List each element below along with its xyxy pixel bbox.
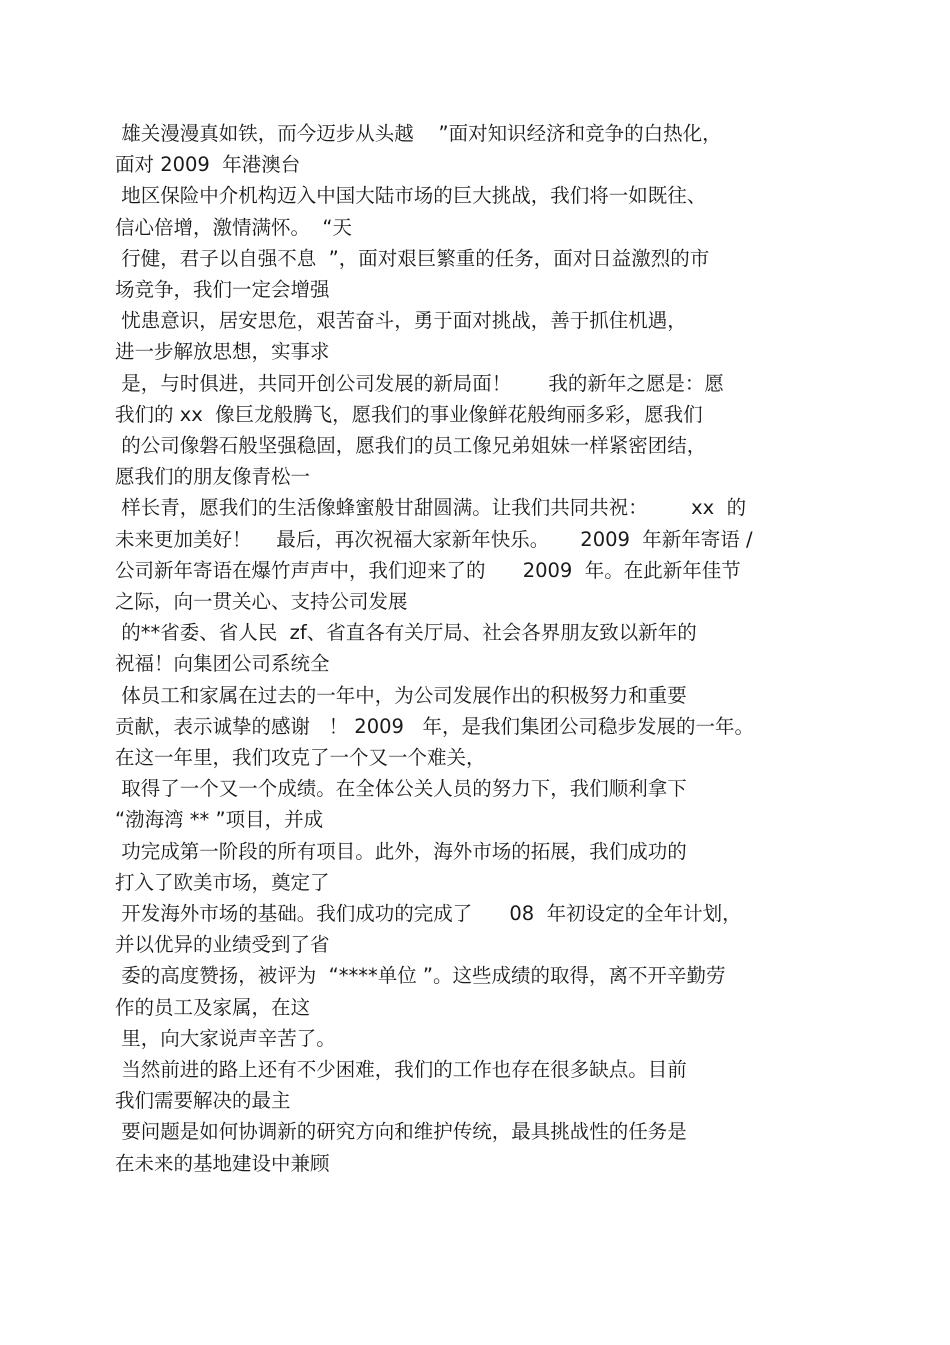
- text-line: 功完成第一阶段的所有项目。此外，海外市场的拓展，我们成功的: [115, 839, 687, 863]
- text-line: 并以优异的业绩受到了省: [115, 933, 330, 957]
- text-line: 场竞争，我们一定会增强: [115, 278, 330, 301]
- text-line: 行健，君子以自强不息 ”，面对艰巨繁重的任务，面对日益激烈的市: [115, 246, 710, 270]
- text-line: 雄关漫漫真如铁，而今迈步从头越 ”面对知识经济和竞争的白热化，: [115, 122, 722, 145]
- text-line: 开发海外市场的基础。我们成功的完成了 08 年初设定的全年计划，: [115, 902, 742, 925]
- text-line: 打入了欧美市场，奠定了: [115, 870, 330, 894]
- text-line: 在未来的基地建设中兼顾: [115, 1151, 330, 1175]
- text-line: 的公司像磐石般坚强稳固，愿我们的员工像兄弟姐妹一样紧密团结，: [115, 434, 707, 457]
- text-line: 当然前进的路上还有不少困难，我们的工作也存在很多缺点。目前: [115, 1058, 687, 1081]
- text-line: 进一步解放思想，实事求: [115, 340, 330, 364]
- text-line: 体员工和家属在过去的一年中，为公司发展作出的积极努力和重要: [115, 683, 687, 707]
- text-line: 我们需要解决的最主: [115, 1089, 291, 1113]
- text-line: 未来更加美好！ 最后，再次祝福大家新年快乐。 2009 年新年寄语 /: [115, 527, 753, 551]
- text-line: 面对 2009 年港澳台: [115, 153, 301, 177]
- text-line: 的**省委、省人民 zf、省直各有关厅局、社会各界朋友致以新年的: [115, 621, 697, 645]
- text-line: 在这一年里，我们攻克了一个又一个难关，: [115, 746, 486, 769]
- text-line: 地区保险中介机构迈入中国大陆市场的巨大挑战，我们将一如既往、: [115, 184, 707, 208]
- text-line: 信心倍增，激情满怀。 “天: [115, 215, 352, 239]
- text-line: 之际，向一贯关心、支持公司发展: [115, 590, 408, 613]
- text-line: 取得了一个又一个成绩。在全体公关人员的努力下，我们顺利拿下: [115, 777, 687, 801]
- text-line: 公司新年寄语在爆竹声声中，我们迎来了的 2009 年。在此新年佳节: [115, 558, 741, 582]
- text-line: 忧患意识，居安思危，艰苦奋斗，勇于面对挑战，善于抓住机遇，: [115, 309, 687, 333]
- text-line: “渤海湾 ** ”项目，并成: [115, 808, 324, 832]
- text-line: 里，向大家说声辛苦了。: [115, 1026, 336, 1050]
- text-line: 愿我们的朋友像青松一: [115, 465, 311, 489]
- text-line: 祝福！向集团公司系统全: [115, 652, 330, 676]
- text-line: 委的高度赞扬，被评为 “****单位 ”。这些成绩的取得，离不开辛勤劳: [115, 964, 726, 988]
- text-line: 样长青，愿我们的生活像蜂蜜般甘甜圆满。让我们共同共祝： xx 的: [115, 496, 747, 520]
- text-line: 要问题是如何协调新的研究方向和维护传统，最具挑战性的任务是: [115, 1120, 687, 1144]
- text-line: 我们的 xx 像巨龙般腾飞，愿我们的事业像鲜花般绚丽多彩，愿我们: [115, 402, 703, 426]
- text-line: 作的员工及家属，在这: [115, 995, 311, 1019]
- text-line: 是，与时俱进，共同开创公司发展的新局面！ 我的新年之愿是：愿: [115, 371, 724, 395]
- text-line: 贡献，表示诚挚的感谢 ！ 2009 年，是我们集团公司稳步发展的一年。: [115, 714, 755, 738]
